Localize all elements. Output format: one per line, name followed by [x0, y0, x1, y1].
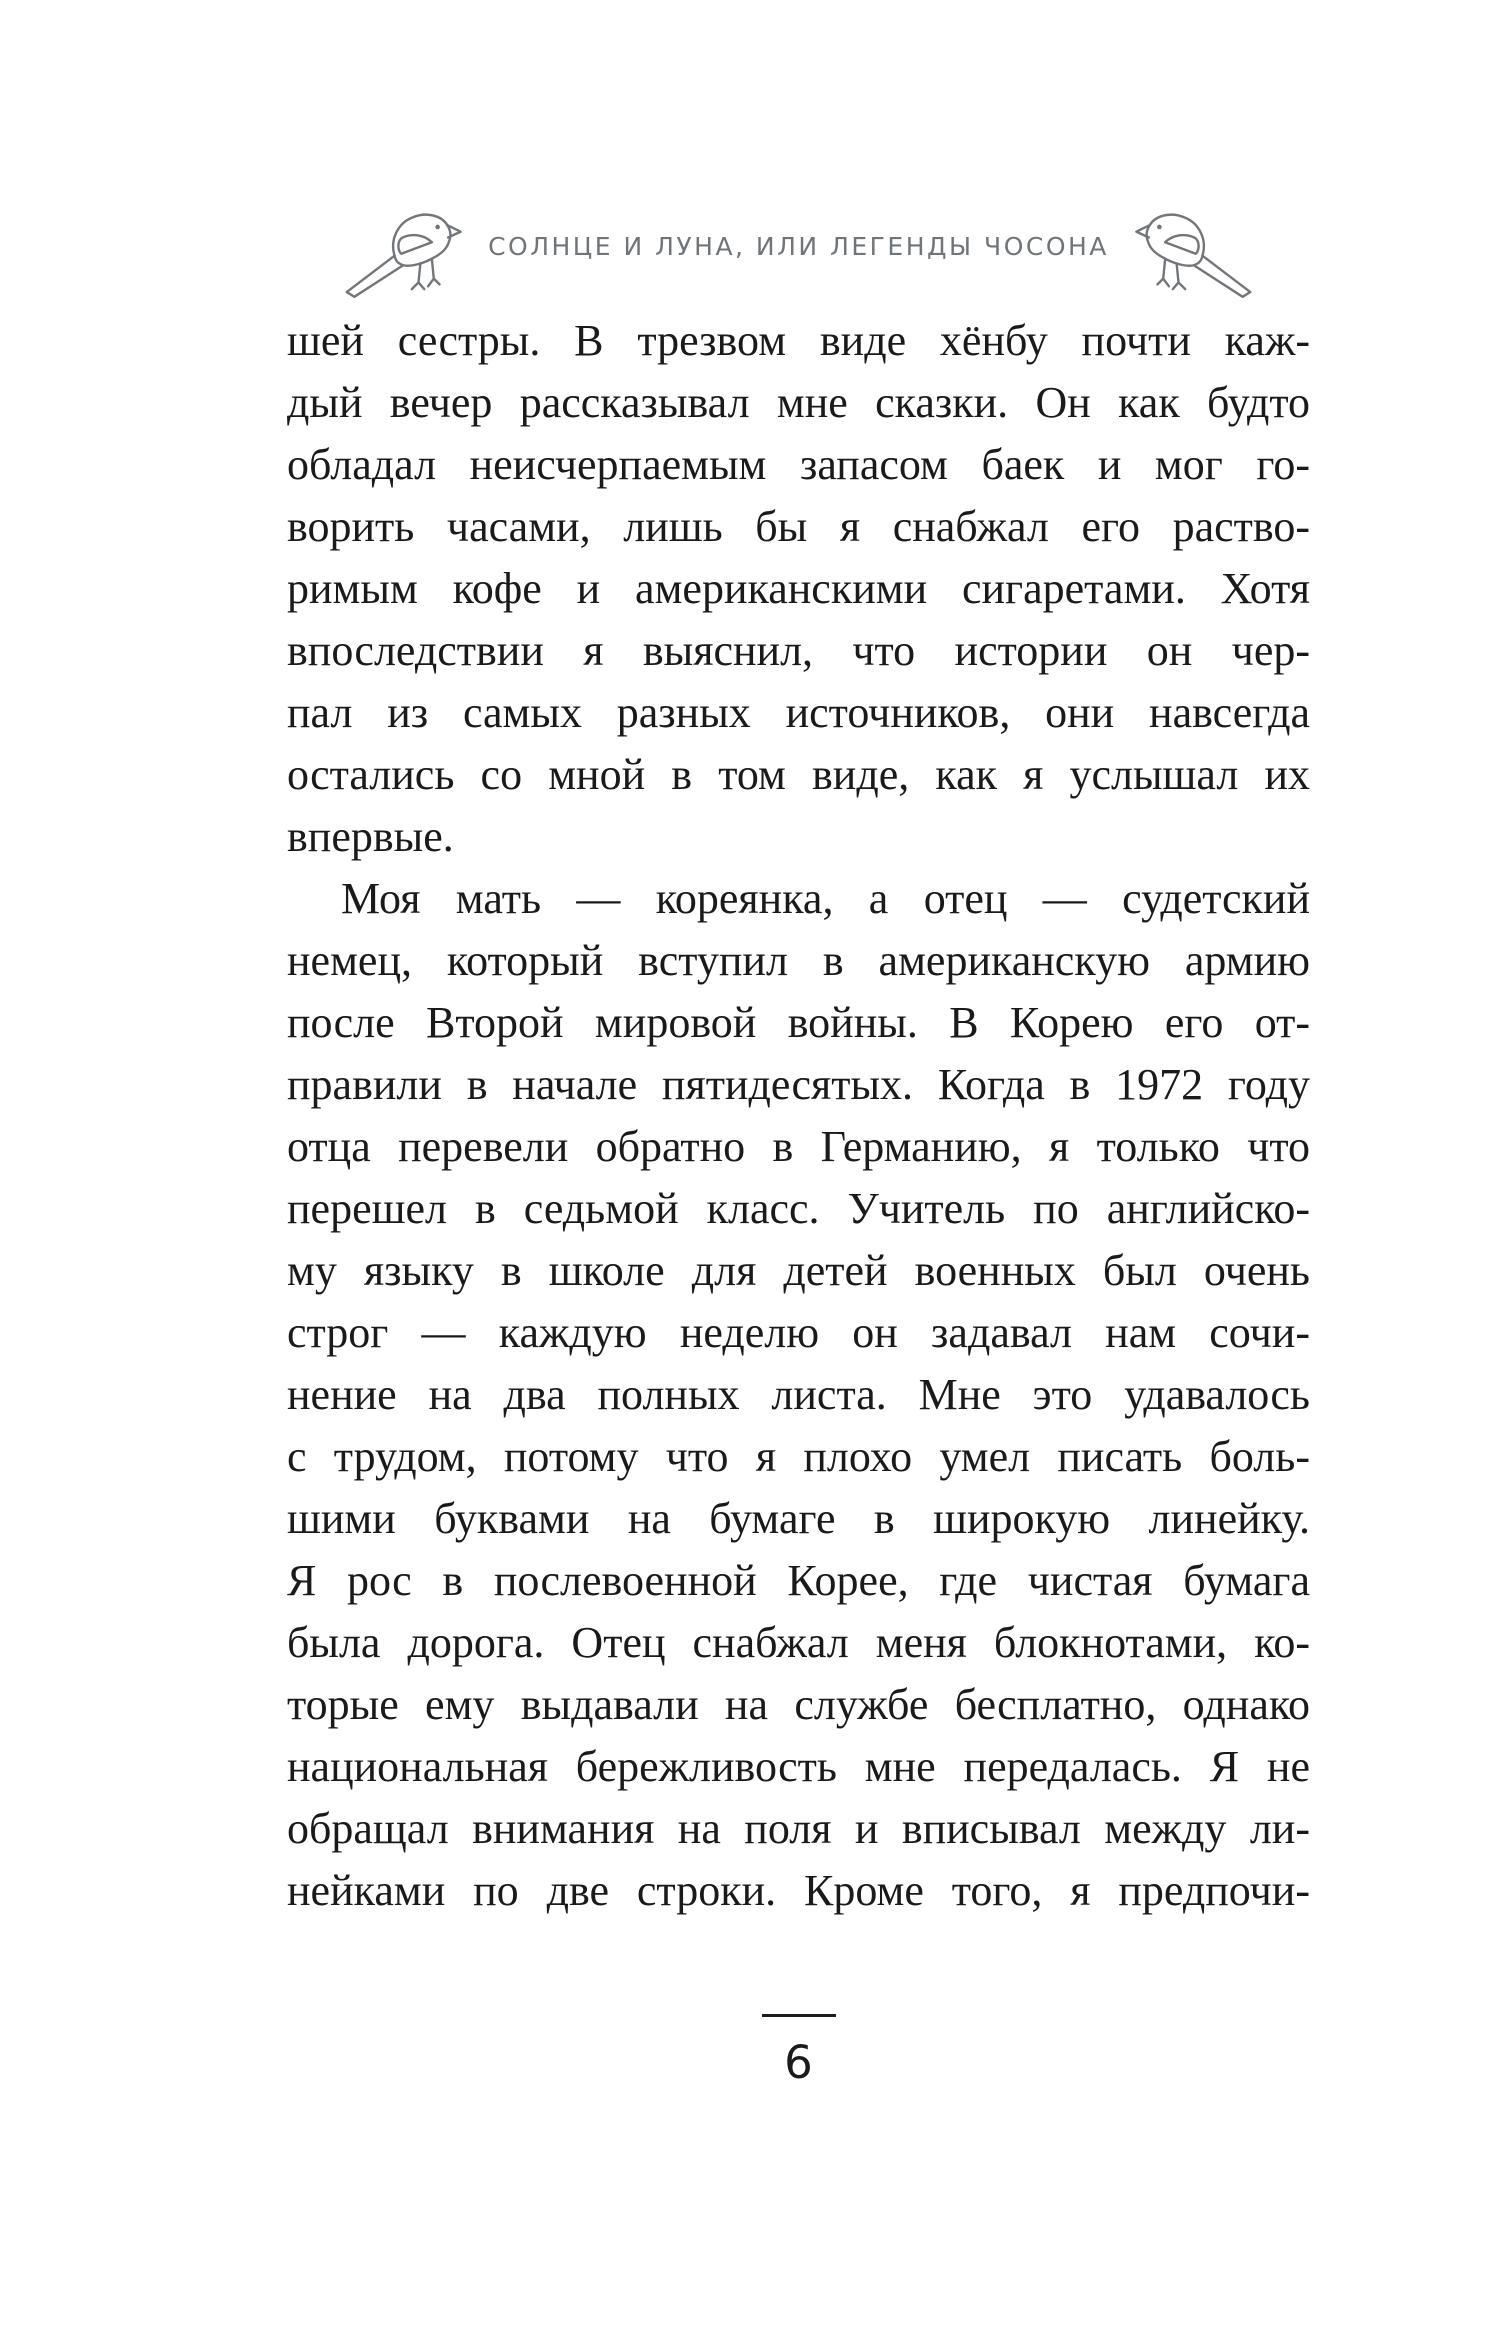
text-line: торые ему выдавали на службе бесплатно, однако	[287, 1680, 1310, 1729]
page-text	[287, 310, 1310, 1922]
text-line: шей сестры. В трезвом виде хёнбу почти каж-	[287, 316, 1310, 365]
text-line: национальная бережливость мне передалась. Я не	[287, 1742, 1310, 1791]
text-line: ворить часами, лишь бы я снабжал его раство-	[287, 502, 1310, 551]
text-line: строг — каждую неделю он задавал нам сочи-	[287, 1308, 1310, 1357]
page-number: 6	[784, 2036, 813, 2089]
text-line-paragraph-start: Моя мать — кореянка, а отец — судетский	[341, 874, 1310, 923]
text-line: му языку в школе для детей военных был очень	[287, 1246, 1310, 1295]
text-line: нейками по две строки. Кроме того, я предпочи-	[287, 1866, 1310, 1915]
text-line: немец, который вступил в американскую армию	[287, 936, 1310, 985]
text-line: Я рос в послевоенной Корее, где чистая бумага	[287, 1556, 1310, 1605]
text-line: обращал внимания на поля и вписывал между ли-	[287, 1804, 1310, 1853]
text-line: дый вечер рассказывал мне сказки. Он как будто	[287, 378, 1310, 427]
page-header	[287, 192, 1310, 304]
text-line: пал из самых разных источников, они навсегда	[287, 688, 1310, 737]
bird-icon-left	[340, 198, 474, 298]
text-line: обладал неисчерпаемым запасом баек и мог го-	[287, 440, 1310, 489]
text-line: остались со мной в том виде, как я услышал их	[287, 750, 1310, 799]
bird-icon-right	[1123, 198, 1257, 298]
text-line-paragraph-end: впервые.	[287, 812, 454, 861]
text-line: отца перевели обратно в Германию, я только что	[287, 1122, 1310, 1171]
text-line: была дорога. Отец снабжал меня блокнотами, ко-	[287, 1618, 1310, 1667]
text-line: правили в начале пятидесятых. Когда в 1972 году	[287, 1060, 1310, 1109]
text-line: с трудом, потому что я плохо умел писать боль-	[287, 1432, 1310, 1481]
text-line: после Второй мировой войны. В Корею его от-	[287, 998, 1310, 1047]
text-line: нение на два полных листа. Мне это удавалось	[287, 1370, 1310, 1419]
text-line: римым кофе и американскими сигаретами. Хотя	[287, 564, 1310, 613]
text-line: перешел в седьмой класс. Учитель по английско-	[287, 1184, 1310, 1233]
footer-rule-container	[287, 2014, 1310, 2017]
running-title: СОЛНЦЕ И ЛУНА, ИЛИ ЛЕГЕНДЫ ЧОСОНА	[488, 231, 1109, 261]
text-line: шими буквами на бумаге в широкую линейку.	[287, 1494, 1310, 1543]
text-line: впоследствии я выяснил, что истории он чер-	[287, 626, 1310, 675]
footer-rule	[762, 2014, 836, 2017]
